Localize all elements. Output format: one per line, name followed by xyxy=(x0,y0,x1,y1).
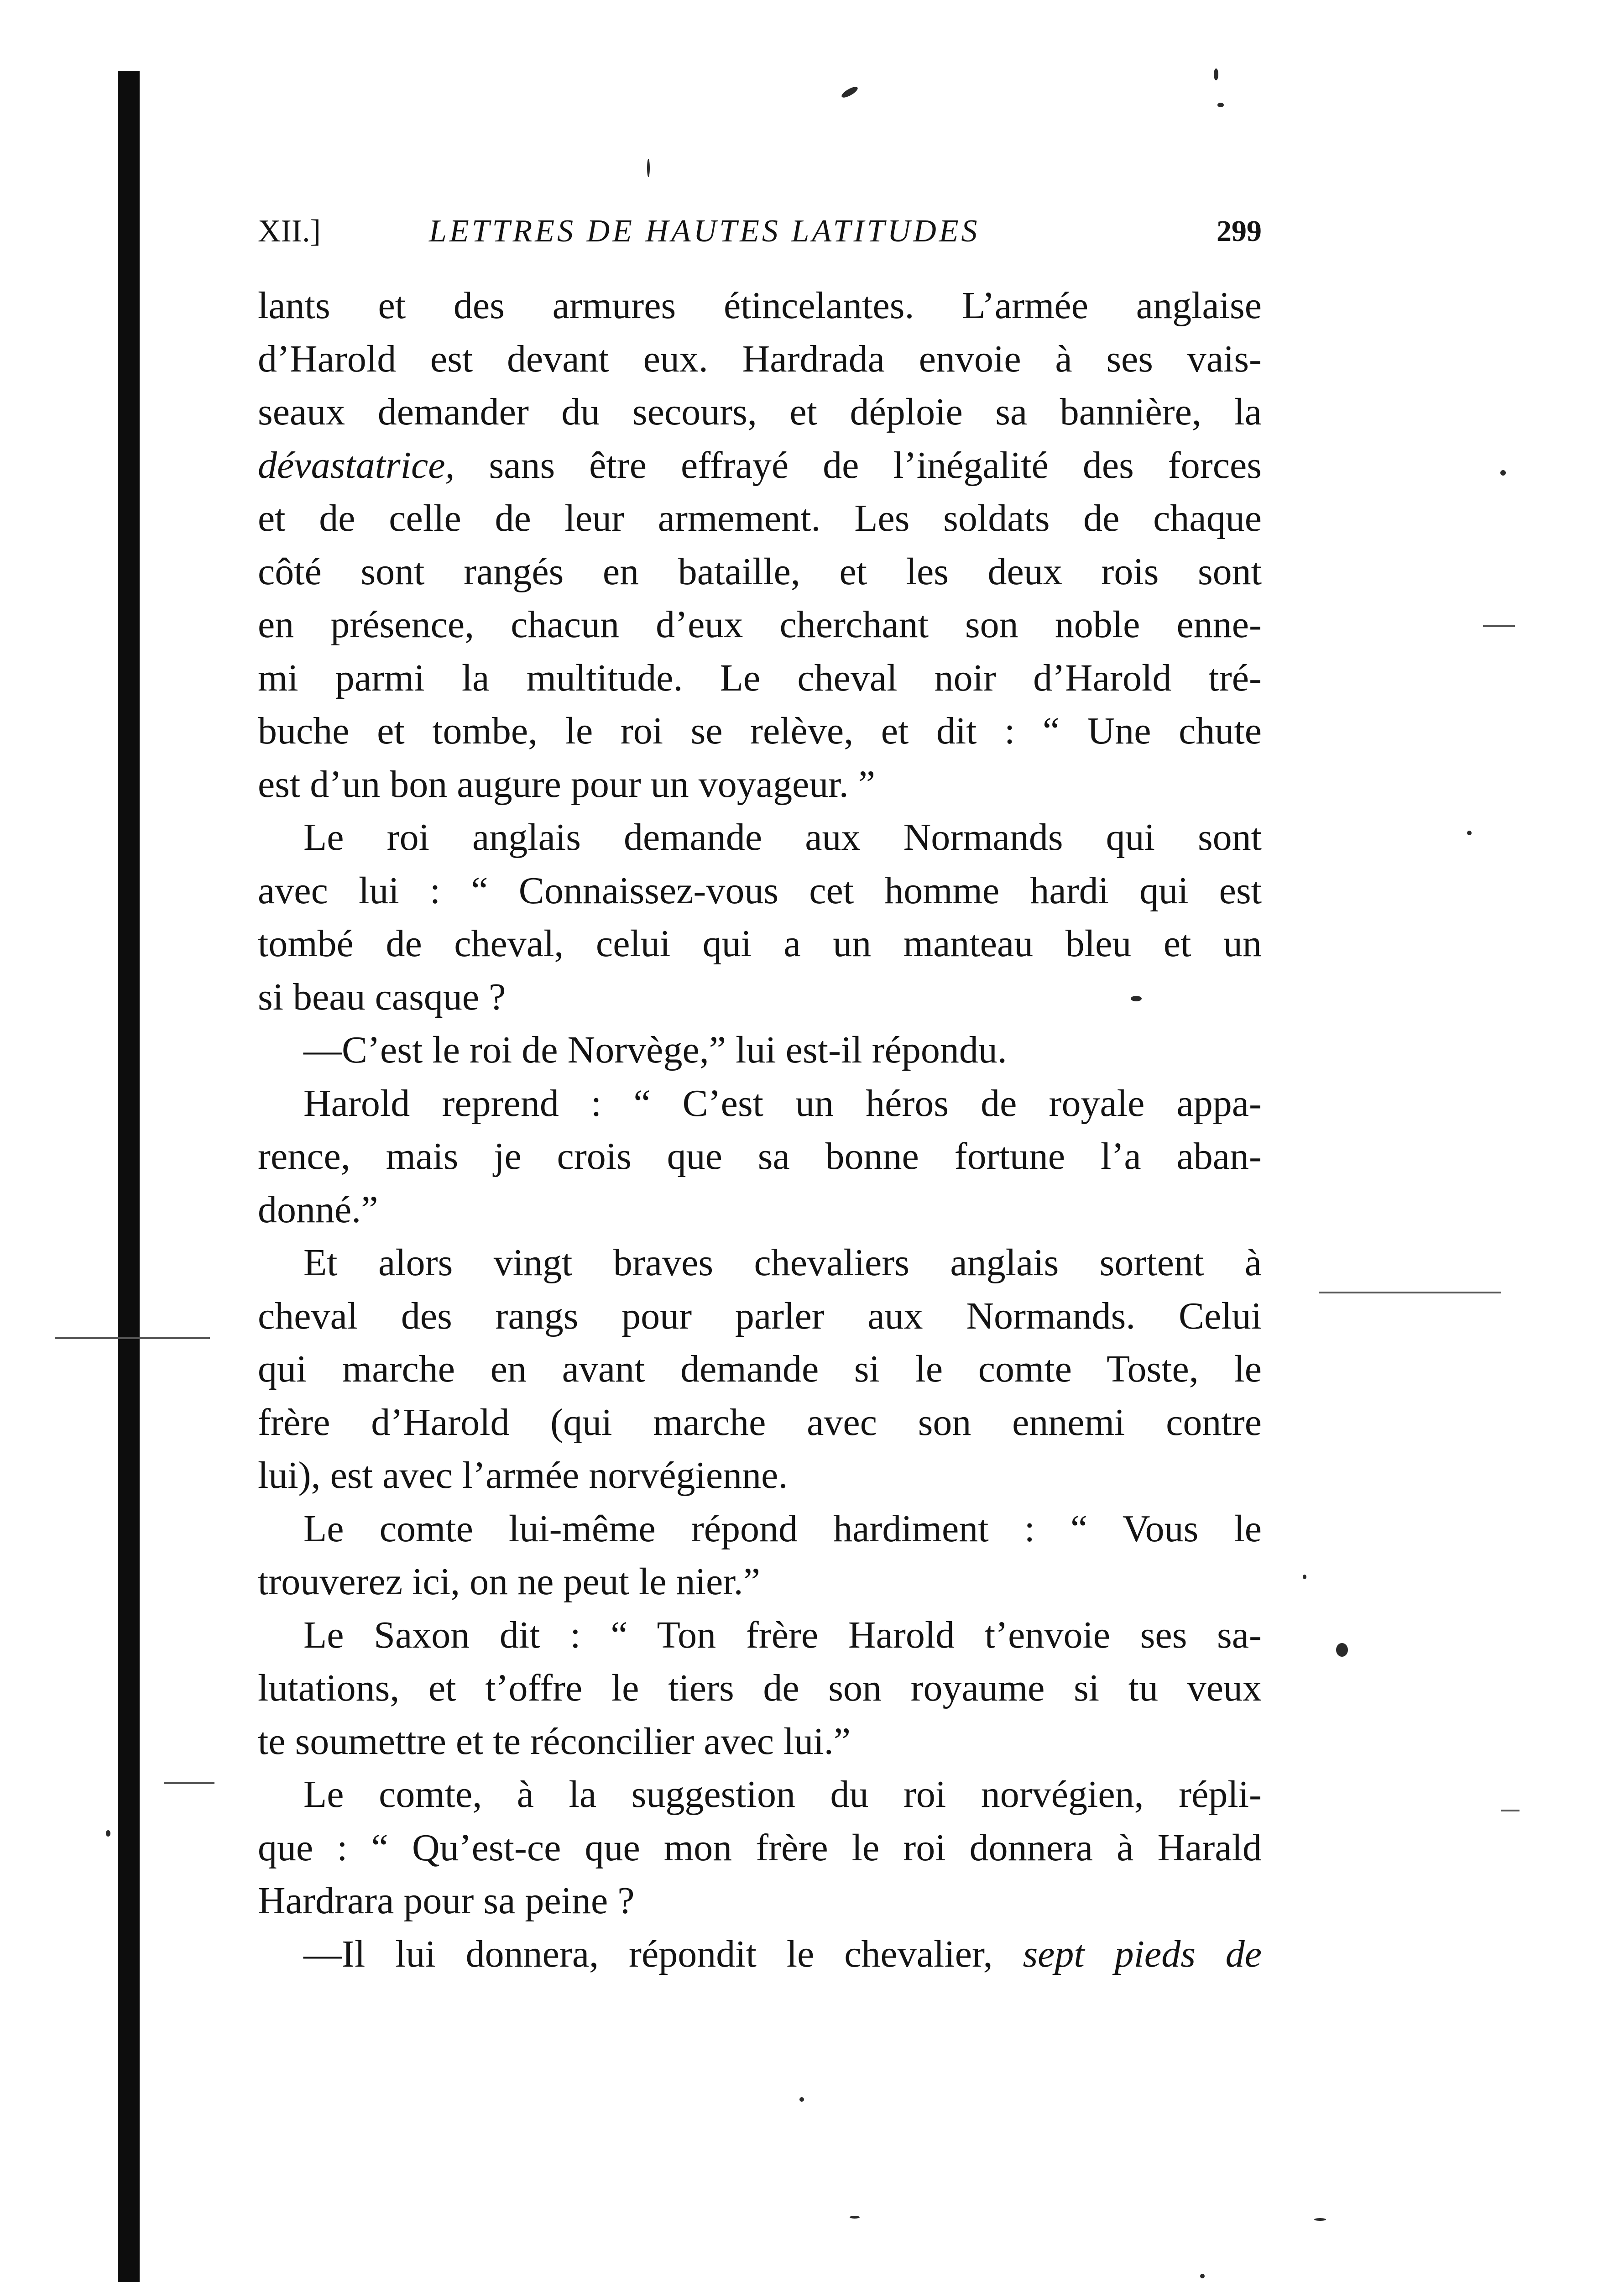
binding-edge-bar xyxy=(118,71,140,2282)
scan-speck xyxy=(1500,470,1506,476)
text-line xyxy=(258,811,1262,864)
line-text: Le Saxon dit : “ Ton frère Harold t’envoie ses sa- xyxy=(303,1613,1262,1656)
running-title: LETTRES DE HAUTES LATITUDES xyxy=(429,214,980,249)
text-line xyxy=(258,439,1262,492)
line-text: seaux demander du secours, et déploie sa bannière, la xyxy=(258,391,1262,433)
text-line xyxy=(258,333,1262,386)
line-text: te soumettre et te réconcilier avec lui.” xyxy=(258,1720,851,1763)
text-line xyxy=(258,1130,1262,1183)
scan-speck xyxy=(1214,68,1218,80)
scan-speck xyxy=(799,2097,804,2102)
text-line xyxy=(258,1662,1262,1715)
scan-speck xyxy=(647,159,650,177)
text-line xyxy=(258,1236,1262,1290)
scan-speck xyxy=(850,2216,860,2219)
line-text: qui marche en avant demande si le comte Toste, le xyxy=(258,1348,1262,1390)
text-line xyxy=(258,705,1262,758)
line-text: côté sont rangés en bataille, et les deux rois sont xyxy=(258,550,1262,593)
italic-phrase: sept pieds de xyxy=(1023,1932,1262,1975)
text-line xyxy=(258,1874,1262,1928)
line-text: Le comte, à la suggestion du roi norvégien, répli- xyxy=(303,1773,1262,1816)
line-text: Le roi anglais demande aux Normands qui sont xyxy=(303,816,1262,858)
line-text: Hardrara pour sa peine ? xyxy=(258,1879,635,1922)
text-line xyxy=(258,1821,1262,1875)
text-line xyxy=(258,917,1262,971)
text-line xyxy=(258,1183,1262,1237)
scan-speck xyxy=(840,85,859,99)
italic-word: dévastatrice, xyxy=(258,444,455,487)
text-line xyxy=(258,279,1262,333)
page-header xyxy=(258,211,1262,252)
text-line xyxy=(258,1555,1262,1609)
line-text: trouverez ici, on ne peut le nier.” xyxy=(258,1560,760,1603)
line-text: Le comte lui-même répond hardiment : “ Vous le xyxy=(303,1507,1262,1550)
page-number: 299 xyxy=(1217,215,1262,248)
text-line xyxy=(258,1343,1262,1396)
text-line xyxy=(258,545,1262,599)
text-line xyxy=(258,1396,1262,1450)
text-line xyxy=(258,598,1262,652)
text-line xyxy=(258,758,1262,811)
text-line xyxy=(258,652,1262,705)
scan-speck xyxy=(1336,1643,1348,1657)
line-text: Harold reprend : “ C’est un héros de royale appa- xyxy=(303,1082,1262,1125)
text-line xyxy=(258,1928,1262,1981)
line-text: frère d’Harold (qui marche avec son ennemi contre xyxy=(258,1401,1262,1444)
text-line xyxy=(258,492,1262,545)
line-text: lants et des armures étincelantes. L’armée anglaise xyxy=(258,284,1262,327)
line-text: lutations, et t’offre le tiers de son royaume si tu veux xyxy=(258,1667,1262,1709)
text-line xyxy=(258,386,1262,439)
line-text: avec lui : “ Connaissez-vous cet homme hardi qui est xyxy=(258,869,1262,912)
line-text: donné.” xyxy=(258,1188,378,1231)
line-text: —C’est le roi de Norvège,” lui est-il répondu. xyxy=(303,1029,1007,1071)
line-text: rence, mais je crois que sa bonne fortune l’a aban- xyxy=(258,1135,1262,1178)
chapter-number: XII.] xyxy=(258,214,321,249)
scan-speck xyxy=(1131,996,1142,1001)
line-text: sans être effrayé de l’inégalité des forces xyxy=(454,444,1262,487)
text-line xyxy=(258,1077,1262,1131)
line-text: est d’un bon augure pour un voyageur. ” xyxy=(258,763,875,806)
scan-dash-line xyxy=(1319,1292,1501,1293)
scan-speck xyxy=(1200,2274,1205,2278)
text-line xyxy=(258,1609,1262,1662)
text-line xyxy=(258,1449,1262,1502)
scan-speck xyxy=(1217,103,1224,107)
scan-speck xyxy=(1303,1575,1306,1579)
text-line xyxy=(258,864,1262,918)
line-text: mi parmi la multitude. Le cheval noir d’Harold tré- xyxy=(258,656,1262,699)
scan-dash-line xyxy=(55,1337,210,1339)
text-line xyxy=(258,1290,1262,1343)
line-text: et de celle de leur armement. Les soldats de chaque xyxy=(258,497,1262,539)
text-line xyxy=(258,1024,1262,1077)
line-text: cheval des rangs pour parler aux Normands. Celui xyxy=(258,1294,1262,1337)
line-text: —Il lui donnera, répondit le chevalier, xyxy=(303,1932,1023,1975)
line-text: d’Harold est devant eux. Hardrada envoie à ses vais- xyxy=(258,337,1262,380)
line-text: tombé de cheval, celui qui a un manteau bleu et un xyxy=(258,922,1262,965)
line-text: Et alors vingt braves chevaliers anglais sortent à xyxy=(303,1241,1262,1284)
text-line xyxy=(258,971,1262,1024)
scan-speck xyxy=(1314,2218,1326,2221)
scan-speck xyxy=(1467,831,1472,835)
line-text: buche et tombe, le roi se relève, et dit : “ Une chute xyxy=(258,710,1262,752)
line-text: que : “ Qu’est-ce que mon frère le roi donnera à Harald xyxy=(258,1826,1262,1869)
text-line xyxy=(258,1502,1262,1556)
scan-dash-line xyxy=(1483,625,1515,627)
scan-speck xyxy=(106,1830,110,1837)
scan-dash-line xyxy=(1501,1810,1520,1811)
line-text: en présence, chacun d’eux cherchant son noble enne- xyxy=(258,603,1262,646)
text-line xyxy=(258,1715,1262,1769)
line-text: lui), est avec l’armée norvégienne. xyxy=(258,1454,788,1497)
body-text xyxy=(258,279,1262,1981)
text-line xyxy=(258,1768,1262,1821)
scan-dash-line xyxy=(164,1782,214,1784)
line-text: si beau casque ? xyxy=(258,975,506,1018)
